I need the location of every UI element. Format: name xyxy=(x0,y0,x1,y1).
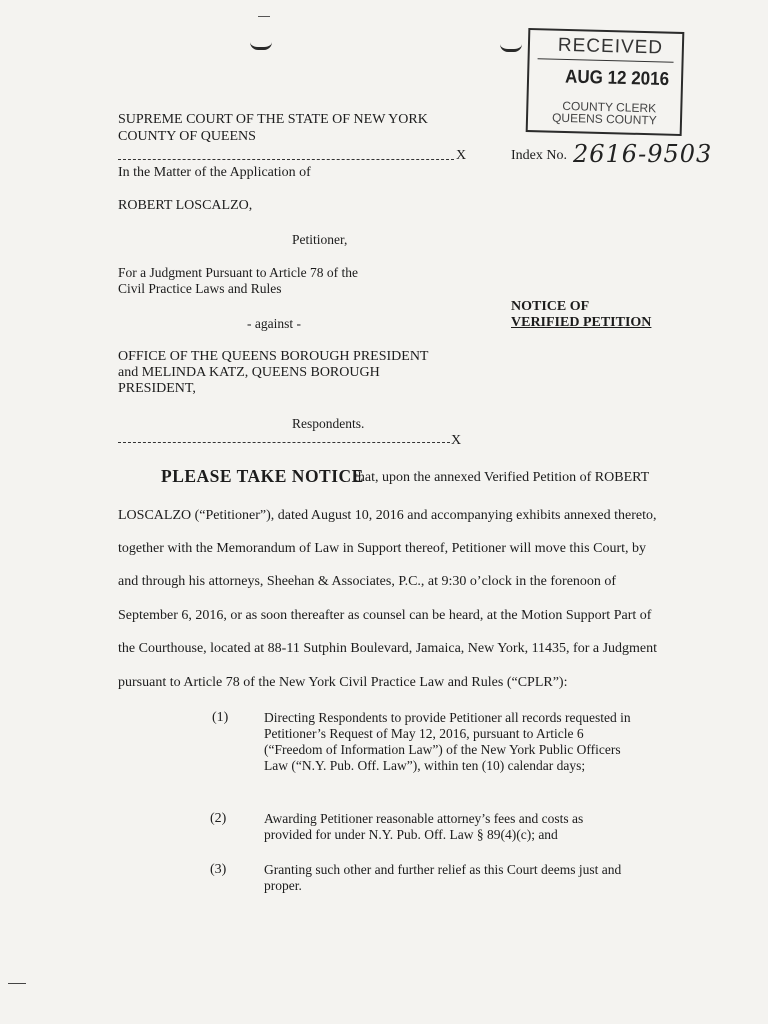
item-2-number: (2) xyxy=(210,811,227,826)
body-line-2: LOSCALZO (“Petitioner”), dated August 10, 2016 and accompanying exhibits annexed thereto, xyxy=(118,508,657,523)
caption-divider-top xyxy=(118,159,454,160)
stamp-line2: QUEENS COUNTY xyxy=(551,110,657,128)
scan-mark-right xyxy=(500,44,522,52)
body-line-1: that, upon the annexed Verified Petition of ROBERT xyxy=(354,470,650,485)
scan-mark-bottom xyxy=(8,983,26,984)
judgment-line2: Civil Practice Laws and Rules xyxy=(118,281,282,296)
index-label: Index No. xyxy=(511,148,567,163)
respondent-role: Respondents. xyxy=(292,416,365,431)
stamp-date: AUG 12 2016 xyxy=(564,65,670,90)
notice-lead: PLEASE TAKE NOTICE xyxy=(161,466,364,486)
judgment-line1: For a Judgment Pursuant to Article 78 of the xyxy=(118,265,358,280)
petitioner-name: ROBERT LOSCALZO, xyxy=(118,198,253,213)
received-stamp xyxy=(526,28,685,136)
caption-x-bottom: X xyxy=(451,433,462,448)
body-line-7: pursuant to Article 78 of the New York Civil Practice Law and Rules (“CPLR”): xyxy=(118,675,568,690)
item-2-text: Awarding Petitioner reasonable attorney’s fees and costs as provided for under N.Y. Pub. Off. Law § 89(4)(c); and xyxy=(264,811,584,842)
against-line: - against - xyxy=(247,316,301,331)
caption-divider-bottom xyxy=(118,442,450,443)
court-line1: SUPREME COURT OF THE STATE OF NEW YORK xyxy=(118,112,428,127)
stamp-received: RECEIVED xyxy=(557,34,664,59)
scan-mark-top xyxy=(258,16,270,17)
caption-x-top: X xyxy=(456,148,467,163)
index-number: 2616-9503 xyxy=(573,140,713,168)
petitioner-role: Petitioner, xyxy=(292,232,348,247)
title-line1: NOTICE OF xyxy=(511,299,590,314)
body-line-6: the Courthouse, located at 88-11 Sutphin Boulevard, Jamaica, New York, 11435, for a Judgment xyxy=(118,641,658,656)
respondent-line1: OFFICE OF THE QUEENS BOROUGH PRESIDENT xyxy=(118,349,429,364)
respondent-line2: and MELINDA KATZ, QUEENS BOROUGH xyxy=(118,365,380,380)
item-3-text: Granting such other and further relief as this Court deems just and proper. xyxy=(264,862,622,893)
item-3-number: (3) xyxy=(210,862,227,877)
item-1-number: (1) xyxy=(212,710,229,725)
stamp-line1: COUNTY CLERK xyxy=(562,98,657,116)
scan-mark-left xyxy=(250,42,272,50)
respondent-line3: PRESIDENT, xyxy=(118,381,196,396)
body-line-4: and through his attorneys, Sheehan & Associates, P.C., at 9:30 o’clock in the forenoon of xyxy=(118,574,617,589)
title-line2: VERIFIED PETITION xyxy=(511,315,652,330)
body-line-3: together with the Memorandum of Law in Support thereof, Petitioner will move this Court, by xyxy=(118,541,647,556)
body-line-5: September 6, 2016, or as soon thereafter as counsel can be heard, at the Motion Support Part of xyxy=(118,608,652,623)
matter-line: In the Matter of the Application of xyxy=(118,165,311,180)
item-1-text: Directing Respondents to provide Petitioner all records requested in Petitioner’s Request of May 12, 2016, pursuant to Article 6 (“Freedom of Information Law”) of the New York Public Officers Law (“N.Y. Pub. Off. Law”), within ten (10) calendar days; xyxy=(264,710,631,773)
court-line2: COUNTY OF QUEENS xyxy=(118,129,256,144)
